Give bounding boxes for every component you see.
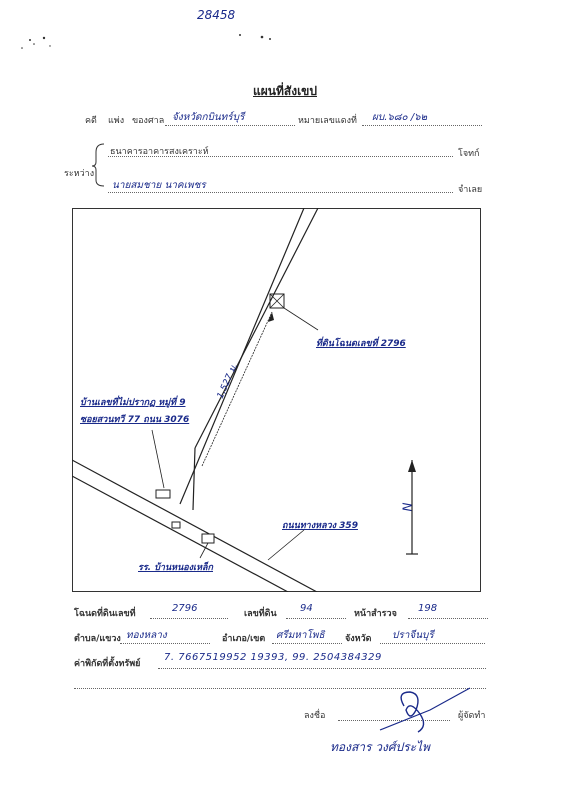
- left-annotation-line1: บ้านเลขที่ไม่ปรากฏ หมู่ที่ 9: [80, 398, 186, 408]
- distance-label: 1,527 ม.: [215, 362, 241, 401]
- survey-dotline: [408, 618, 488, 619]
- district: ศรีมหาโพธิ: [276, 630, 325, 641]
- parcel-label: ที่ดินโฉนดเลขที่ 2796: [316, 339, 406, 349]
- left-marker-box: [156, 490, 170, 498]
- plaintiff-dotline: [108, 156, 453, 157]
- court-dotline: [165, 125, 295, 126]
- left-annotation-leader: [152, 430, 164, 488]
- distance-arrow-head: [268, 312, 274, 322]
- label-case: คดี: [85, 116, 97, 126]
- land-no: 94: [300, 603, 313, 614]
- north-label: N: [399, 502, 414, 512]
- parcel-leader: [284, 308, 318, 330]
- province: ปราจีนบุรี: [392, 630, 434, 641]
- small-marker: [172, 522, 180, 528]
- label-land-no: เลขที่ดิน: [244, 609, 277, 619]
- deed-dotline: [150, 618, 228, 619]
- label-deed: โฉนดที่ดินเลขที่: [74, 609, 136, 619]
- highway-edge-lower: [72, 476, 288, 592]
- signer-name: ทองสาร วงศ์ประไพ: [330, 740, 430, 754]
- label-survey: หน้าสำรวจ: [354, 609, 397, 619]
- province-dotline: [380, 643, 485, 644]
- scan-speckles: [0, 0, 570, 60]
- north-arrow-head: [408, 460, 416, 472]
- party-brace: [90, 142, 110, 188]
- defendant-dotline: [108, 192, 453, 193]
- label-sign: ลงชื่อ: [304, 711, 326, 721]
- coords: 7. 7667519952 19393, 99. 2504384329: [164, 652, 382, 663]
- signature-scribble: [370, 680, 480, 740]
- court-name: จังหวัดกบินทร์บุรี: [172, 112, 245, 123]
- document-title: แผนที่สังเขป: [253, 84, 317, 98]
- subdistrict: ทองหลาง: [126, 630, 167, 641]
- side-road-right-lower: [193, 448, 195, 510]
- subdistrict-dotline: [120, 643, 210, 644]
- deed-no: 2796: [172, 603, 198, 614]
- label-case-no: หมายเลขแดงที่: [298, 116, 357, 126]
- label-role: ผู้จัดทำ: [458, 711, 486, 721]
- highway-label: ถนนทางหลวง 359: [282, 521, 358, 531]
- left-annotation-line2: ซอยสวนทวี 77 ถนน 3076: [80, 415, 190, 425]
- plaintiff-label: โจทก์: [458, 149, 480, 159]
- coords-dotline: [158, 668, 486, 669]
- defendant-name: นายสมชาย นาคเพชร: [112, 180, 206, 191]
- survey-no: 198: [418, 603, 438, 614]
- highway-leader: [268, 530, 304, 560]
- label-coords: ค่าพิกัดที่ตั้งทรัพย์: [74, 659, 141, 669]
- label-district: อำเภอ/เขต: [222, 634, 266, 644]
- label-court: ของศาล: [132, 116, 165, 126]
- label-between: ระหว่าง: [64, 169, 95, 179]
- label-province: จังหวัด: [345, 634, 372, 644]
- school-label: รร. บ้านหนองเหล็ก: [138, 563, 213, 573]
- land-no-dotline: [286, 618, 346, 619]
- district-dotline: [272, 643, 342, 644]
- case-no-dotline: [362, 125, 482, 126]
- label-civil: แพ่ง: [108, 116, 125, 126]
- side-road-right-upper: [195, 208, 318, 448]
- distance-arrow-line: [202, 312, 272, 466]
- defendant-label: จำเลย: [458, 185, 483, 195]
- case-no: ผบ.๖๘๐ /๖๒: [372, 112, 428, 123]
- page-number: 28458: [197, 8, 236, 22]
- label-subdistrict: ตำบล/แขวง: [74, 634, 121, 644]
- plaintiff-name: ธนาคารอาคารสงเคราะห์: [110, 147, 209, 157]
- school-marker-box: [202, 534, 214, 543]
